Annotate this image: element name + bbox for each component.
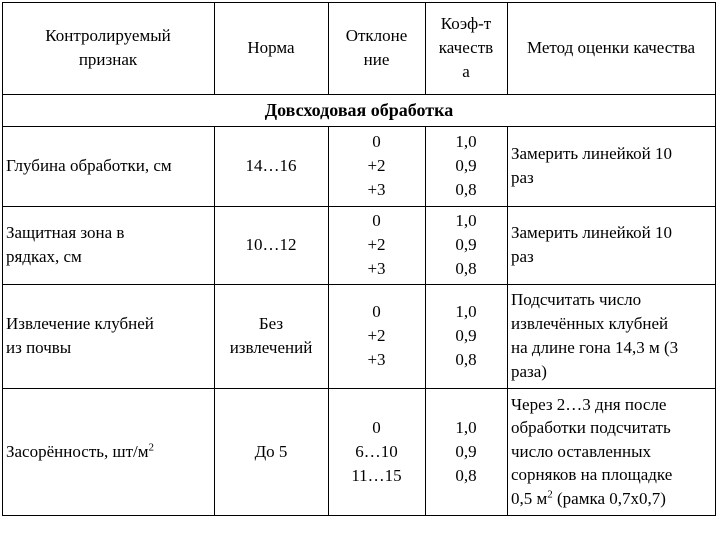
- header-norm: Норма: [247, 38, 295, 57]
- row3-deviation: 0 +2 +3: [367, 302, 386, 369]
- border-bottom: [2, 515, 716, 516]
- row3-norm: Без извлечений: [229, 314, 313, 357]
- row4-norm: До 5: [254, 441, 288, 461]
- row3-method: Подсчитать число извлечённых клубней на длине гона 14,3 м (3 раза): [511, 290, 679, 381]
- header-feature: Контролируемый признак: [45, 26, 171, 69]
- row2-deviation: 0 +2 +3: [367, 211, 386, 278]
- border-right: [715, 2, 716, 516]
- quality-table: [2, 2, 716, 516]
- header-method: Метод оценки качества: [526, 38, 696, 57]
- row4-coefficient: 1,0 0,9 0,8: [455, 417, 477, 485]
- section-title: Довсходовая обработка: [264, 100, 454, 120]
- row1-norm: 14…16: [245, 156, 297, 175]
- row2-coefficient: 1,0 0,9 0,8: [455, 211, 477, 278]
- row4-method: Через 2…3 дня после обработки подсчитать число оставленных сорняков на площадке 0,5 $м^2$ (рамка 0,7х0,7): [511, 394, 673, 508]
- row1-deviation: 0 +2 +3: [367, 132, 386, 199]
- row2-method: Замерить линейкой 10 раз: [511, 223, 672, 266]
- header-deviation: Отклоне ние: [345, 26, 408, 69]
- row3-feature: Извлечение клубней из почвы: [6, 314, 154, 357]
- header-coefficient: Коэф-т качеств а: [438, 14, 494, 81]
- row3-coefficient: 1,0 0,9 0,8: [455, 302, 477, 369]
- row1-method: Замерить линейкой 10 раз: [511, 144, 672, 187]
- row4-deviation: 0 6…10 11…15: [351, 417, 402, 485]
- row1-coefficient: 1,0 0,9 0,8: [455, 132, 477, 199]
- row2-norm: 10…12: [245, 235, 297, 254]
- row1-feature: Глубина обработки, см: [6, 156, 172, 175]
- row2-feature: Защитная зона в рядках, см: [6, 223, 125, 266]
- row4-feature: Засорённость, $шт/м^2$: [6, 440, 154, 461]
